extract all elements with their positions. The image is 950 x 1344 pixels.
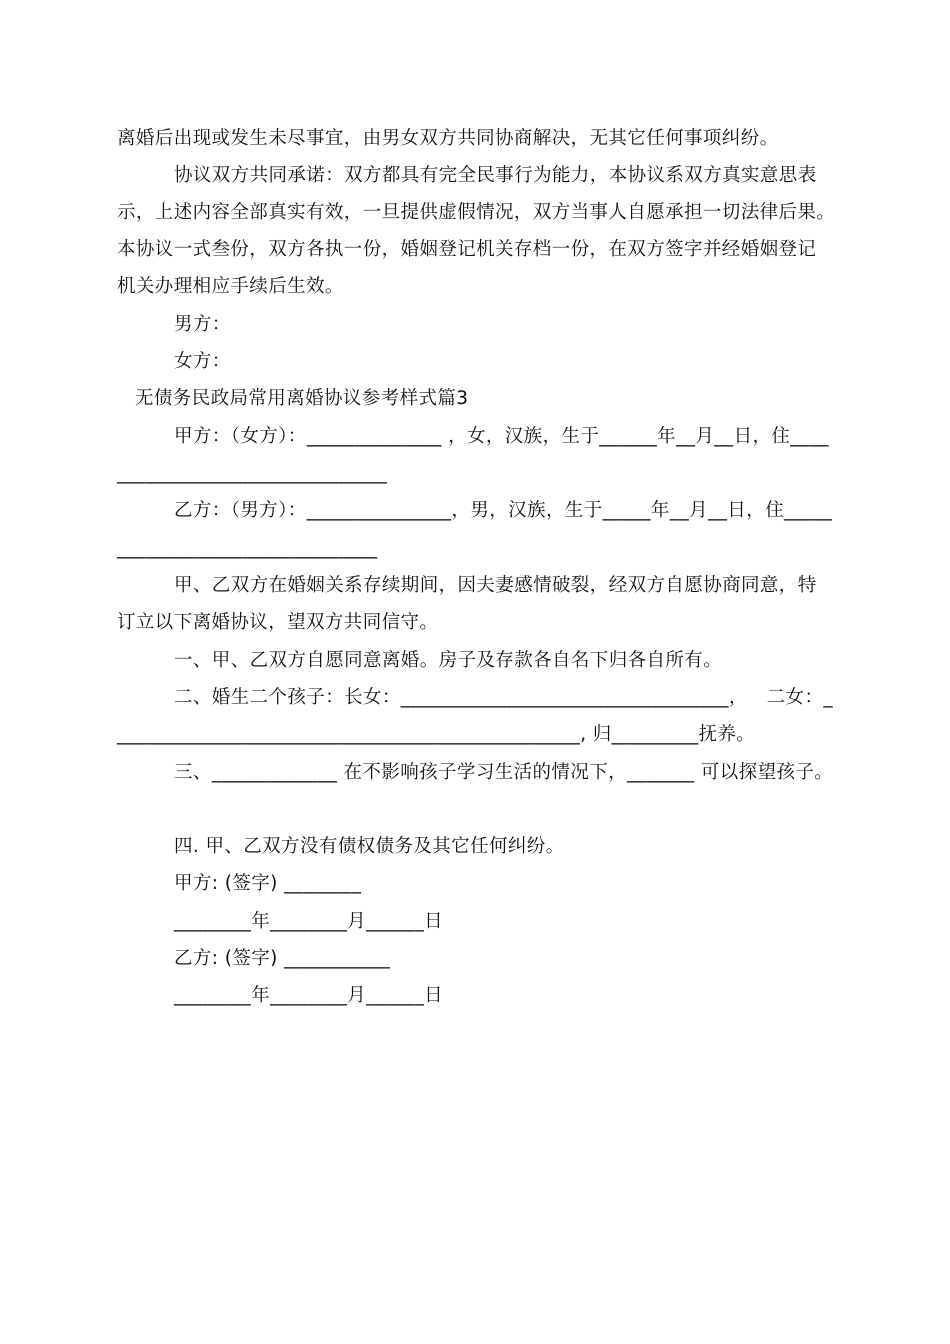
party-a-signature: 甲方: (签字) ________ bbox=[174, 873, 362, 894]
party-b-line: 乙方：（男方）：_______________，男，汉族，生于_____年__月__日，住_____ bbox=[174, 500, 833, 521]
paragraph-line-3: 示，上述内容全部真实有效，一旦提供虚假情况，双方当事人自愿承担一切法律后果。 bbox=[117, 202, 836, 223]
paragraph-line-4: 本协议一式叁份，双方各执一份，婚姻登记机关存档一份，在双方签字并经婚姻登记 bbox=[117, 239, 817, 260]
paragraph-line-1: 离婚后出现或发生未尽事宜，由男女双方共同协商解决，无其它任何事项纠纷。 bbox=[117, 128, 779, 149]
party-a-line: 甲方：（女方）：______________ ，女，汉族，生于______年__月__日，住____ bbox=[174, 426, 829, 447]
party-b-address-line: ___________________________ bbox=[117, 538, 378, 559]
paragraph-line-2: 协议双方共同承诺：双方都具有完全民事行为能力，本协议系双方真实意思表 bbox=[174, 165, 817, 186]
agreement-intro-line-1: 甲、乙双方在婚姻关系存续期间，因夫妻感情破裂，经双方自愿协商同意，特 bbox=[174, 575, 817, 596]
clause-three: 三、_____________ 在不影响孩子学习生活的情况下，_______ 可以探望孩子。 bbox=[174, 762, 834, 783]
wife-label: 女方： bbox=[174, 351, 231, 372]
husband-label: 男方： bbox=[174, 314, 231, 335]
clause-two-line-1: 二、婚生二个孩子：长女：__________________________________， 二女：_ bbox=[174, 687, 833, 708]
paragraph-line-5: 机关办理相应手续后生效。 bbox=[117, 276, 344, 297]
section-heading: 无债务民政局常用离婚协议参考样式篇3 bbox=[135, 388, 469, 409]
party-a-address-line: ____________________________ bbox=[117, 463, 388, 484]
agreement-intro-line-2: 订立以下离婚协议，望双方共同信守。 bbox=[117, 612, 439, 633]
clause-four: 四. 甲、乙双方没有债权债务及其它任何纠纷。 bbox=[174, 836, 565, 857]
clause-one: 一、甲、乙双方自愿同意离婚。房子及存款各自名下归各自所有。 bbox=[174, 650, 723, 671]
party-b-date: ________年________月______日 bbox=[174, 985, 444, 1006]
clause-two-line-2: ________________________________________________, 归_________抚养。 bbox=[117, 724, 756, 745]
party-a-date: ________年________月______日 bbox=[174, 911, 444, 932]
party-b-signature: 乙方: (签字) ___________ bbox=[174, 948, 391, 969]
